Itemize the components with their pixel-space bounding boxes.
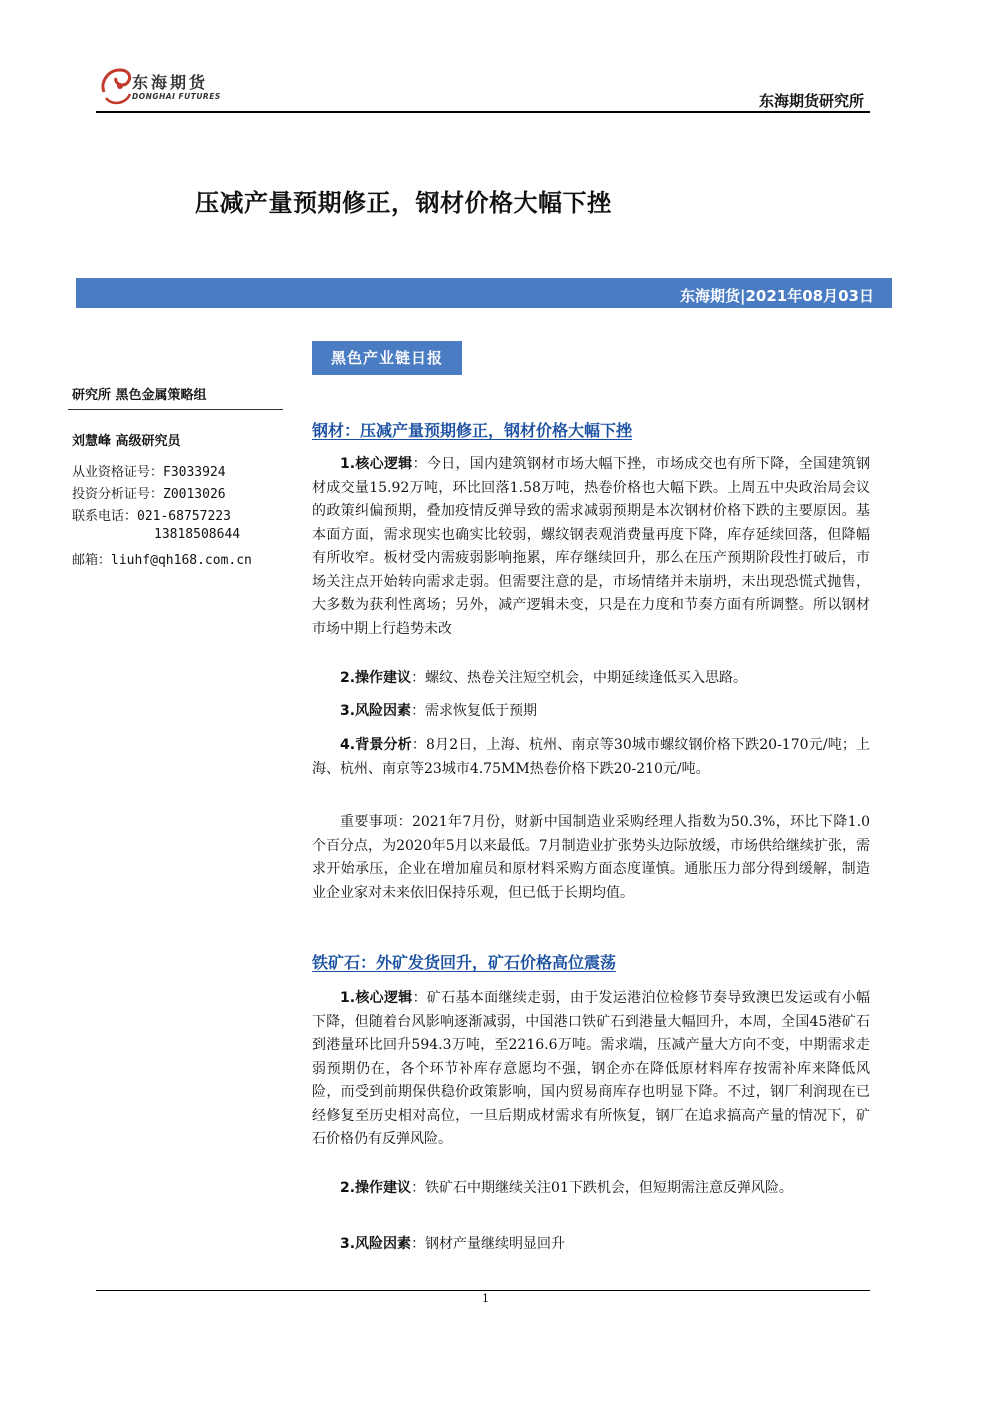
steel-risk <box>312 700 870 724</box>
steel-core-logic-text: ：今日，国内建筑钢材市场大幅下挫，市场成交也有所下降，全国建筑钢材成交量15.92万吨，环比回落1.58万吨，热卷价格也大幅下跌。上周五中央政治局会议的政策纠偏预期，叠加疫情反弹导致的需求减弱预期是本次钢材价格下跌的主要原因。基本面方面，需求现实也确实比较弱，螺纹钢表观消费量再度下降，库存延续回落，但降幅有所收窄。板材受内需疲弱影响拖累，库存继续回升，那么在压产预期阶段性打破后，市场关注点开始转向需求走弱。但需要注意的是，市场情绪并未崩坍，未出现恐慌式抛售，大多数为获利性离场；另外，减产逻辑未变，只是在力度和节奏方面有所调整。所以钢材市场中期上行趋势未改 <box>312 456 871 637</box>
steel-heading: 钢材：压减产量预期修正，钢材价格大幅下挫 <box>312 421 633 440</box>
ore-risk-lead: 3.风险因素 <box>340 1236 412 1252</box>
steel-core-logic <box>312 453 870 641</box>
footer-divider <box>96 1290 870 1291</box>
steel-core-logic-lead: 1.核心逻辑 <box>340 456 413 472</box>
steel-operation-text: ：螺纹、热卷关注短空机会，中期延续逢低买入思路。 <box>411 670 748 686</box>
sidebar-department: 研究所 黑色金属策略组 <box>72 388 207 403</box>
steel-operation <box>312 667 870 691</box>
steel-important-events: 重要事项：2021年7月份，财新中国制造业采购经理人指数为50.3%，环比下降1.0个百分点，为2020年5月以来最低。7月制造业扩张势头边际放缓，市场供给继续扩张，需求开始承压，企业在增加雇员和原材料采购方面态度谨慎。通胀压力部分得到缓解，制造业企业家对未来依旧保持乐观，但已低于长期均值。 <box>312 814 870 901</box>
report-date: 东海期货|2021年08月03日 <box>680 287 874 305</box>
ore-operation-text: ：铁矿石中期继续关注01下跌机会，但短期需注意反弹风险。 <box>411 1180 793 1196</box>
ore-risk <box>312 1233 870 1257</box>
contact-email: 邮箱：liuhf@qh168.com.cn <box>72 553 252 568</box>
header-divider <box>96 111 870 113</box>
steel-background-lead: 4.背景分析 <box>340 737 412 753</box>
steel-risk-lead: 3.风险因素 <box>340 703 412 719</box>
analyst-name: 刘慧峰 高级研究员 <box>72 434 181 449</box>
steel-risk-text: ：需求恢复低于预期 <box>411 703 538 719</box>
ore-operation <box>312 1177 870 1201</box>
steel-operation-lead: 2.操作建议 <box>340 670 412 686</box>
page-number: 1 <box>482 1292 489 1305</box>
contact-phone: 联系电话：021-68757223 <box>72 509 231 524</box>
logo-text-cn: 东海期货 <box>132 73 209 92</box>
section-label: 黑色产业链日报 <box>312 341 462 375</box>
ore-core-logic-lead: 1.核心逻辑 <box>340 990 413 1006</box>
logo-text-en: DONGHAI FUTURES <box>132 92 221 101</box>
ore-operation-lead: 2.操作建议 <box>340 1180 412 1196</box>
report-title: 压减产量预期修正，钢材价格大幅下挫 <box>195 189 612 217</box>
sidebar-divider <box>68 409 283 410</box>
contact-mobile: 13818508644 <box>154 527 241 542</box>
steel-background-text: ：8月2日，上海、杭州、南京等30城市螺纹钢价格下跌20-170元/吨；上海、杭州、南京等23城市4.75MM热卷价格下跌20-210元/吨。 <box>312 737 870 777</box>
steel-background <box>312 734 870 781</box>
ore-risk-text: ：钢材产量继续明显回升 <box>411 1236 566 1252</box>
ore-heading: 铁矿石：外矿发货回升，矿石价格高位震荡 <box>312 953 617 972</box>
ore-core-logic <box>312 987 870 1152</box>
header-institute: 东海期货研究所 <box>758 92 864 110</box>
qualification-number: 从业资格证号：F3033924 <box>72 465 226 480</box>
investment-analysis-number: 投资分析证号：Z0013026 <box>72 487 226 502</box>
ore-core-logic-text: ：矿石基本面继续走弱，由于发运港泊位检修节奏导致澳巴发运或有小幅下降，但随着台风影响逐渐减弱，中国港口铁矿石到港量大幅回升，本周，全国45港矿石到港量环比回升594.3万吨，至2216.6万吨。需求端，压减产量大方向不变，中期需求走弱预期仍在，各个环节补库存意愿均不强，钢企亦在降低原材料库存按需补库来降低风险，而受到前期保供稳价政策影响，国内贸易商库存也明显下降。不过，钢厂利润现在已经修复至历史相对高位，一旦后期成材需求有所恢复，钢厂在追求搞高产量的情况下，矿石价格仍有反弹风险。 <box>312 990 871 1147</box>
